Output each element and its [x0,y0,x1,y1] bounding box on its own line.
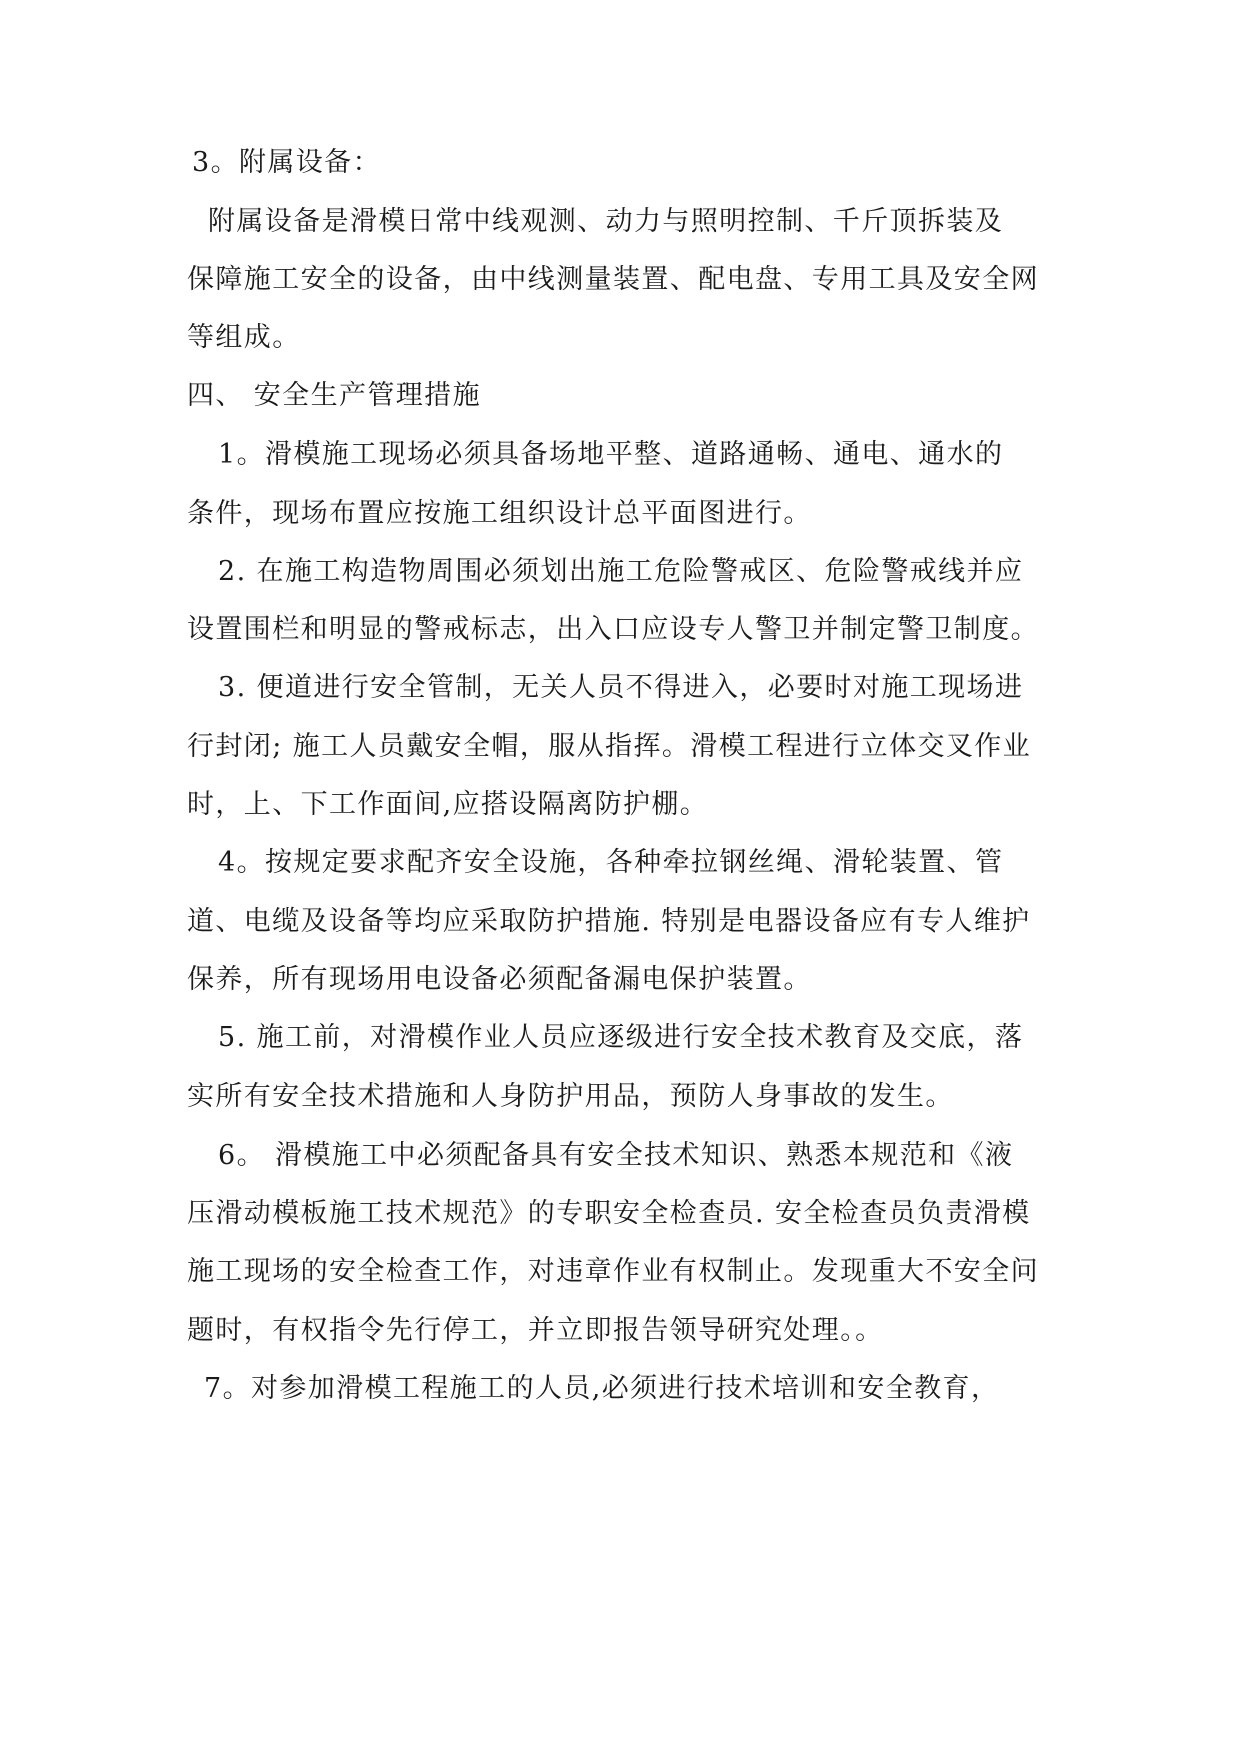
text-line: 条件，现场布置应按施工组织设计总平面图进行。 [187,498,812,529]
text-line: 附属设备是滑模日常中线观测、动力与照明控制、千斤顶拆装及 [208,206,1004,237]
text-line: 施工现场的安全检查工作，对违章作业有权制止。发现重大不安全问 [187,1256,1039,1287]
text-line: 保障施工安全的设备，由中线测量装置、配电盘、专用工具及安全网 [187,264,1039,295]
text-line: 6。 滑模施工中必须配备具有安全技术知识、熟悉本规范和《液 [218,1140,1014,1171]
text-line: 2. 在施工构造物周围必须划出施工危险警戒区、危险警戒线并应 [218,556,1024,587]
text-line: 4。按规定要求配齐安全设施，各种牵拉钢丝绳、滑轮装置、管 [218,847,1004,878]
text-line: 行封闭; 施工人员戴安全帽，服从指挥。滑模工程进行立体交叉作业 [187,731,1032,762]
text-line: 道、电缆及设备等均应采取防护措施. 特别是电器设备应有专人维护 [187,906,1031,937]
text-line: 7。对参加滑模工程施工的人员,必须进行技术培训和安全教育， [204,1373,1000,1404]
text-line: 设置围栏和明显的警戒标志，出入口应设专人警卫并制定警卫制度。 [187,614,1039,645]
text-line: 3。附属设备： [192,147,381,178]
text-line: 时，上、下工作面间,应搭设隔离防护棚。 [187,789,709,820]
text-line: 等组成。 [187,322,301,353]
text-line: 实所有安全技术措施和人身防护用品，预防人身事故的发生。 [187,1081,954,1112]
text-line: 1。滑模施工现场必须具备场地平整、道路通畅、通电、通水的 [218,439,1004,470]
text-line: 5. 施工前，对滑模作业人员应逐级进行安全技术教育及交底，落 [218,1022,1024,1053]
text-line: 压滑动模板施工技术规范》的专职安全检查员. 安全检查员负责滑模 [187,1198,1031,1229]
text-line: 题时，有权指令先行停工，并立即报告领导研究处理。。 [187,1315,884,1346]
text-line: 保养，所有现场用电设备必须配备漏电保护装置。 [187,964,812,995]
section-heading: 四、 安全生产管理措施 [187,380,481,411]
text-line: 3. 便道进行安全管制，无关人员不得进入，必要时对施工现场进 [218,672,1024,703]
